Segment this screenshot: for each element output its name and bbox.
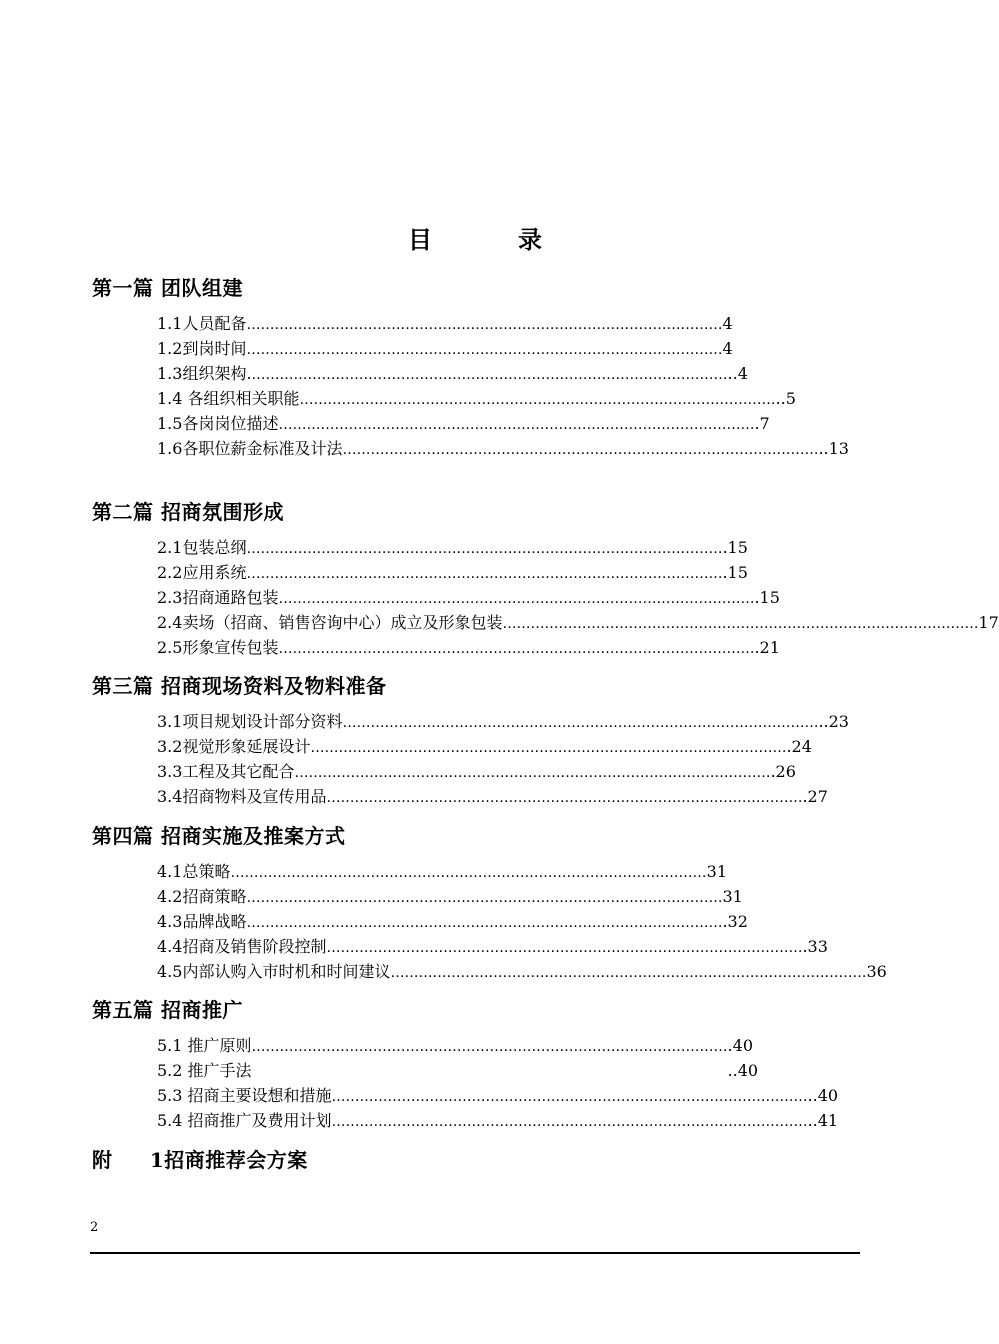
toc-item-1-1[interactable] xyxy=(157,312,733,336)
toc-item-page: ..4 xyxy=(727,364,748,383)
dot-leader: ………………………………………………………………………………………… xyxy=(230,865,707,881)
toc-item-label: 2.4卖场（招商、销售咨询中心）成立及形象包装 xyxy=(157,613,503,632)
toc-item-page: .7 xyxy=(754,414,770,433)
toc-item-page: .32 xyxy=(722,912,748,931)
toc-item-page: 36 xyxy=(866,962,887,981)
dot-leader: ………………………………………………………………………………………… xyxy=(246,317,723,333)
toc-item-label: 4.2招商策略 xyxy=(157,887,247,906)
dot-leader: ………………………………………………………………………………………… xyxy=(310,740,787,756)
toc-item-1-4[interactable] xyxy=(157,387,796,411)
toc-item-page: ..13 xyxy=(818,439,849,458)
dot-leader: ………………………………………………………………………………………… xyxy=(326,940,803,956)
toc-item-4-5[interactable] xyxy=(157,960,887,984)
dot-leader: ………………………………………………………………………………………… xyxy=(246,566,723,582)
toc-item-5-2[interactable] xyxy=(157,1059,759,1083)
toc-item-2-4[interactable] xyxy=(157,611,999,635)
dot-leader: ………………………………………………………………………………………… xyxy=(294,765,771,781)
toc-item-4-3[interactable] xyxy=(157,910,748,934)
section-heading-4: 第四篇 招商实施及推案方式 xyxy=(92,824,346,848)
dot-leader: ………………………………………………………………………………………… xyxy=(246,541,723,557)
dot-leader: ………………………………………………………………………………………… xyxy=(331,1089,808,1105)
toc-item-5-1[interactable] xyxy=(157,1034,753,1058)
section-heading-3: 第三篇 招商现场资料及物料准备 xyxy=(92,674,387,698)
dot-leader: ………………………………………………………………………………………… xyxy=(342,442,819,458)
section-heading-1: 第一篇 团队组建 xyxy=(92,276,243,300)
toc-item-4-1[interactable] xyxy=(157,860,727,884)
toc-item-4-4[interactable] xyxy=(157,935,828,959)
toc-item-label: 3.3工程及其它配合 xyxy=(157,762,295,781)
dot-leader: ………………………………………………………………………………………… xyxy=(251,367,728,383)
dot-leader: ………………………………………………………………………………………… xyxy=(390,965,867,981)
toc-item-page: 17 xyxy=(978,613,999,632)
toc-item-page: ..40 xyxy=(807,1086,839,1105)
toc-item-label: 2.5形象宣传包装 xyxy=(157,638,279,657)
toc-item-1-5[interactable] xyxy=(157,412,770,436)
toc-item-page: .15 xyxy=(754,588,780,607)
toc-item-page: 4 xyxy=(722,314,733,333)
toc-item-2-3[interactable] xyxy=(157,586,780,610)
page-title xyxy=(0,220,950,255)
dot-leader: ………………………………………………………………………………………… xyxy=(246,915,723,931)
toc-item-page: ..40 xyxy=(727,1061,759,1080)
toc-item-label: 1.5各岗岗位描述 xyxy=(157,414,279,433)
toc-item-1-6[interactable] xyxy=(157,437,849,461)
section-heading-2: 第二篇 招商氛围形成 xyxy=(92,500,284,524)
dot-leader: ………………………………………………………………………………………… xyxy=(326,790,803,806)
toc-item-label: 2.1包装总纲 xyxy=(157,538,247,557)
toc-item-label: 4.4招商及销售阶段控制 xyxy=(157,937,327,956)
toc-item-page: .15 xyxy=(722,538,748,557)
toc-item-label: 1.1人员配备 xyxy=(157,314,247,333)
dot-leader: ………………………………………………………………………………………… xyxy=(246,342,723,358)
dot-leader: ………………………………………………………………………………………… xyxy=(251,1039,728,1055)
footer-page-number: 2 xyxy=(90,1220,99,1235)
toc-item-page: 31 xyxy=(706,862,727,881)
toc-item-page: .33 xyxy=(802,937,828,956)
appendix-heading: 附 1招商推荐会方案 xyxy=(92,1148,308,1172)
dot-leader: ………………………………………………………………………………………… xyxy=(278,591,755,607)
toc-item-1-2[interactable] xyxy=(157,337,733,361)
title-char-1: 目 xyxy=(408,225,432,254)
toc-item-page: .40 xyxy=(727,1036,753,1055)
dot-leader: ………………………………………………………………………………………… xyxy=(299,392,776,408)
toc-item-1-3[interactable] xyxy=(157,362,748,386)
toc-item-label: 2.2应用系统 xyxy=(157,563,247,582)
toc-item-2-2[interactable] xyxy=(157,561,748,585)
toc-item-label: 3.4招商物料及宣传用品 xyxy=(157,787,327,806)
toc-item-3-3[interactable] xyxy=(157,760,796,784)
toc-item-label: 2.3招商通路包装 xyxy=(157,588,279,607)
toc-item-label: 5.4 招商推广及费用计划 xyxy=(157,1111,332,1130)
title-char-2: 录 xyxy=(518,225,542,254)
toc-item-3-2[interactable] xyxy=(157,735,812,759)
toc-item-3-1[interactable] xyxy=(157,710,849,734)
section-heading-5: 第五篇 招商推广 xyxy=(92,998,243,1022)
toc-item-page: ..41 xyxy=(807,1111,839,1130)
toc-item-label: 4.3品牌战略 xyxy=(157,912,247,931)
toc-item-4-2[interactable] xyxy=(157,885,743,909)
dot-leader: ………………………………………………………………………………………… xyxy=(331,1114,808,1130)
footer-rule xyxy=(90,1252,860,1254)
toc-item-label: 3.2视觉形象延展设计 xyxy=(157,737,311,756)
toc-item-label: 1.3组织架构. xyxy=(157,364,252,383)
dot-leader: ………………………………………………………………………………………… xyxy=(342,715,819,731)
toc-item-5-3[interactable] xyxy=(157,1084,839,1108)
toc-item-label: 5.1 推广原则 xyxy=(157,1036,252,1055)
toc-item-label: 1.2到岗时间 xyxy=(157,339,247,358)
toc-item-3-4[interactable] xyxy=(157,785,828,809)
toc-item-label: 4.5内部认购入市时机和时间建议 xyxy=(157,962,391,981)
dot-leader: ………………………………………………………………………………………… xyxy=(278,417,755,433)
toc-item-page: .24 xyxy=(786,737,812,756)
dot-leader: ………………………………………………………………………………………… xyxy=(278,641,755,657)
toc-item-page: 4 xyxy=(722,339,733,358)
toc-item-page: .21 xyxy=(754,638,780,657)
toc-item-label: 5.2 推广手法 xyxy=(157,1061,252,1080)
toc-item-5-4[interactable] xyxy=(157,1109,839,1133)
toc-item-page: .15 xyxy=(722,563,748,582)
toc-item-2-1[interactable] xyxy=(157,536,748,560)
toc-item-label: 5.3 招商主要设想和措施 xyxy=(157,1086,332,1105)
dot-leader: ………………………………………………………………………………………… xyxy=(502,616,979,632)
dot-leader: ………………………………………………………………………………………… xyxy=(246,890,723,906)
toc-item-page: .26 xyxy=(770,762,796,781)
toc-item-page: ..5 xyxy=(775,389,796,408)
toc-item-page: 31 xyxy=(722,887,743,906)
toc-item-page: .27 xyxy=(802,787,828,806)
toc-item-label: 3.1项目规划设计部分资料 xyxy=(157,712,343,731)
toc-item-label: 1.4 各组织相关职能 xyxy=(157,389,300,408)
toc-item-2-5[interactable] xyxy=(157,636,780,660)
toc-item-label: 4.1总策略 xyxy=(157,862,231,881)
toc-item-page: ..23 xyxy=(818,712,849,731)
toc-item-label: 1.6各职位薪金标准及计法 xyxy=(157,439,343,458)
